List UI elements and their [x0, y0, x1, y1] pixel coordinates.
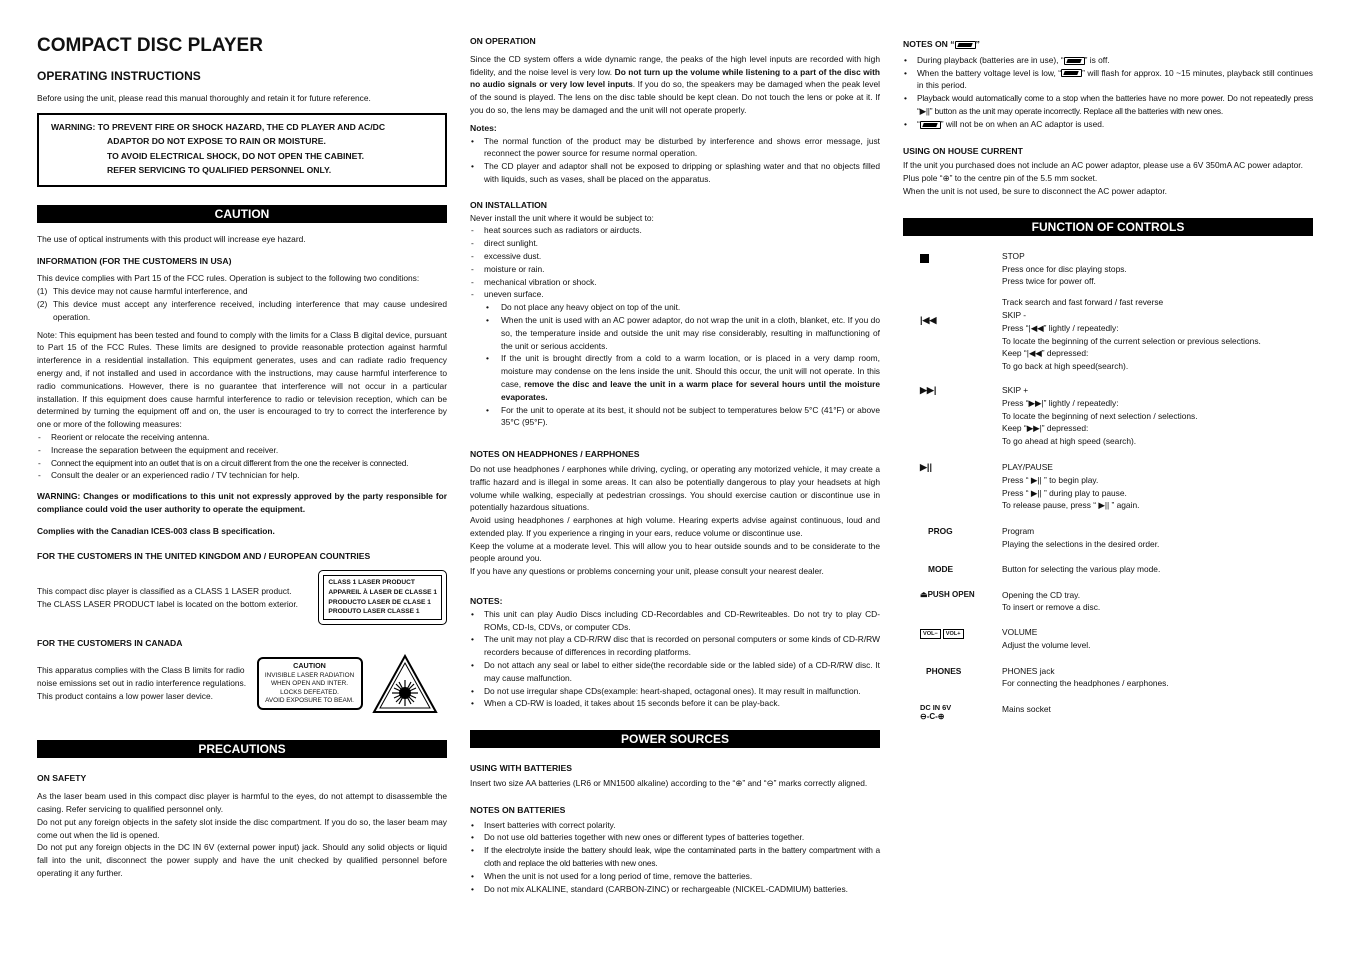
- control-volume: [903, 626, 1313, 652]
- control-desc: Press “|◀◀” lightly / repeatedly:: [1002, 322, 1119, 333]
- control-desc: To locate the beginning of the current selection or previous selections.: [1002, 335, 1261, 346]
- control-prog: [903, 525, 1313, 551]
- house-current-text: When the unit is not used, be sure to disconnect the AC power adaptor.: [903, 185, 1167, 196]
- list-item: (2) This device must accept any interference received, including interference that may cause undesired operation.: [37, 298, 447, 322]
- info-heading: INFORMATION (FOR THE CUSTOMERS IN USA): [37, 255, 232, 266]
- battery-indicator-icon: [955, 41, 976, 49]
- play-pause-icon: ▶||: [1028, 474, 1044, 485]
- minus-polarity-icon: ⊖: [766, 778, 774, 789]
- control-desc: Adjust the volume level.: [1002, 639, 1091, 650]
- operation-heading: ON OPERATION: [470, 36, 536, 46]
- battery-indicator-icon: [1064, 57, 1085, 65]
- list-item: • Insert batteries with correct polarity.: [470, 819, 880, 832]
- control-desc: Track search and fast forward / fast reverse: [1002, 297, 1164, 308]
- warning-line: REFER SERVICING TO QUALIFIED PERSONNEL ONLY.: [107, 165, 332, 176]
- control-stop: [903, 250, 1313, 309]
- play-pause-icon: ▶||: [919, 105, 930, 116]
- dc-in-label: DC IN 6V: [920, 703, 952, 713]
- caution-label-line: INVISIBLE LASER RADIATION: [264, 671, 355, 679]
- laser-label-line: CLASS 1 LASER PRODUCT: [328, 579, 415, 587]
- safety-heading: ON SAFETY: [37, 772, 87, 783]
- control-desc: To go ahead at high speed (search).: [1002, 436, 1137, 447]
- warning-modifications: WARNING: Changes or modifications to this unit not expressly approved by the party responsible for compliance could void the user authority to operate the equipment.: [37, 491, 447, 514]
- list-item: • The unit may not play a CD-R/RW disc that is recorded on personal computers or some kinds of CD-R/RW recorders because of differences in recording platforms.: [470, 633, 880, 659]
- list-item: - moisture or rain.: [470, 263, 880, 276]
- list-item: • “ ” will not be on when an AC adaptor is used.: [903, 118, 1313, 131]
- precautions-bar: PRECAUTIONS: [37, 740, 447, 758]
- caution-text: The use of optical instruments with this product will increase eye hazard.: [37, 233, 306, 244]
- column-right: [903, 30, 1313, 721]
- list-item: • The CD player and adaptor shall not be exposed to dripping or splashing water and that no objects filled with liquids, such as vases, shall be placed on the apparatus.: [470, 160, 880, 186]
- control-label: STOP: [1002, 250, 1025, 261]
- list-item: • When the battery voltage level is low, “ ” will flash for approx. 10 ~15 minutes, playback still continues in this period.: [903, 67, 1313, 93]
- column-middle: [470, 30, 880, 895]
- list-item: • Do not attach any seal or label to either side(the recordable side or the labled side) of a CD-R/RW disc. It may cause malfunction.: [470, 659, 880, 685]
- notes-batteries-heading: NOTES ON BATTERIES: [470, 804, 566, 815]
- skip-back-icon: |◀◀: [1028, 322, 1044, 333]
- control-label: Opening the CD tray.: [1002, 589, 1081, 600]
- control-desc: For connecting the headphones / earphones.: [1002, 678, 1169, 689]
- control-push-open: [903, 589, 1313, 615]
- skip-forward-icon: ▶▶|: [1028, 397, 1044, 408]
- list-item: • When a CD-RW is loaded, it takes about 15 seconds before it can be play-back.: [470, 697, 880, 710]
- headphones-text: If you have any questions or problems concerning your unit, please consult your nearest dealer.: [470, 566, 824, 577]
- operation-text: Since the CD system offers a wide dynamic range, the peaks of the high level inputs are recorded with high fidelity, and the noise level is very low. Do not turn up the volume while listening to a part of the disc with no audio signals or very low level inputs. If you do so, the speakers may be damaged when the peak level of the sound is played. The lens on the disc table should be kept clean. Do not touch the lens or poke at it. If you do so, the lens may be damaged and the unit will not operate properly.: [470, 53, 880, 115]
- mode-label: MODE: [928, 563, 954, 574]
- list-item: • Playback would automatically come to a stop when the batteries have no more power. Do not repeatedly press “▶||” button as the unit may operate incorrectly. Replace all the batteries with new ones.: [903, 92, 1313, 118]
- control-desc: To release pause, press “ ▶|| ” again.: [1002, 500, 1140, 511]
- control-play-pause: [903, 461, 1313, 512]
- control-label: SKIP -: [1002, 309, 1027, 320]
- control-label: SKIP +: [1002, 384, 1029, 395]
- house-current-text: If the unit you purchased does not include an AC power adaptor, please use a 6V 350mA AC power adaptor. Plus pole “⊕” to the centre pin of the 5.5 mm socket.: [903, 160, 1303, 184]
- plus-polarity-icon: ⊕: [735, 778, 743, 789]
- skip-forward-icon: ▶▶|: [1026, 423, 1042, 434]
- list-item: • If the electrolyte inside the battery should leak, wipe the contaminated parts in the battery compartment with a cloth and replace the old batteries with new ones.: [470, 844, 880, 870]
- class1-laser-label: [318, 570, 447, 624]
- control-mode: [903, 563, 1313, 576]
- canada-heading: FOR THE CUSTOMERS IN CANADA: [37, 637, 183, 648]
- house-current-heading: USING ON HOUSE CURRENT: [903, 145, 1023, 156]
- installation-sublist: [470, 301, 880, 429]
- notes-on-battery-heading: NOTES ON “ ”: [903, 39, 980, 49]
- caution-bar: CAUTION: [37, 205, 447, 223]
- list-item: • For the unit to operate at its best, it should not be subject to temperatures below 5°C (41°F) or above 35°C (95°F).: [470, 404, 880, 430]
- stop-icon: [920, 254, 929, 263]
- control-label: Program: [1002, 526, 1035, 537]
- batteries-heading: USING WITH BATTERIES: [470, 763, 573, 774]
- list-item: • Do not use irregular shape CDs(example: heart-shaped, octagonal ones). It may result in malfunction.: [470, 685, 880, 698]
- page-title: COMPACT DISC PLAYER: [37, 35, 263, 56]
- control-skip-plus: [903, 384, 1313, 448]
- warning-line: TO AVOID ELECTRICAL SHOCK, DO NOT OPEN THE CABINET.: [107, 150, 365, 161]
- headphones-text: Avoid using headphones / earphones at high volume. Hearing experts advise against continuous, loud and extended play. If you experience a ringing in your ears, reduce volume or discontinue use.: [470, 515, 880, 538]
- canada-text: This product contains a low power laser device.: [37, 690, 213, 701]
- measures-list: [37, 431, 447, 482]
- control-label: PHONES jack: [1002, 665, 1055, 676]
- caution-label-line: WHEN OPEN AND INTER.: [270, 680, 349, 688]
- list-item: - excessive dust.: [470, 250, 880, 263]
- list-item: - uneven surface.: [470, 288, 880, 301]
- list-item: • This unit can play Audio Discs including CD-Recordables and CD-Rewriteables. Do not try to play CD-ROMs, CD-Is, CDVs, or computer CDs.: [470, 608, 880, 634]
- function-controls-bar: FUNCTION OF CONTROLS: [903, 218, 1313, 236]
- uk-text: The CLASS LASER PRODUCT label is located on the bottom exterior.: [37, 598, 298, 609]
- headphones-heading: NOTES ON HEADPHONES / EARPHONES: [470, 449, 640, 460]
- power-sources-bar: POWER SOURCES: [470, 730, 880, 748]
- control-desc: Press once for disc playing stops.: [1002, 263, 1127, 274]
- control-dc-in: [903, 703, 1313, 721]
- uk-heading: FOR THE CUSTOMERS IN THE UNITED KINGDOM AND / EUROPEAN COUNTRIES: [37, 550, 371, 561]
- list-item: • Do not place any heavy object on top of the unit.: [470, 301, 880, 314]
- list-item: • Do not mix ALKALINE, standard (CARBON-ZINC) or rechargeable (NICKEL-CADMIUM) batteries.: [470, 883, 880, 896]
- list-item: • When the unit is used with an AC power adaptor, do not wrap the unit in a cloth, blanket, etc. If you do so, the temperature inside and outside the unit may rise considerably, resulting in malfunctioning of the unit or serious accidents.: [470, 314, 880, 352]
- notes-list: [470, 135, 880, 186]
- skip-back-icon: |◀◀: [1026, 348, 1042, 359]
- control-skip-minus: [903, 309, 1313, 373]
- laser-caution-label: [257, 657, 363, 709]
- fcc-note: Note: This equipment has been tested and found to comply with the limits for a Class B digital device, pursuant to Part 15 of the FCC Rules. These limits are designed to provide reasonable protection against harmful interference in a residential installation. This equipment generates, uses and can radiate radio frequency energy and, if not installed and used in accordance with the instructions, may cause harmful interference to radio communications. However, there is no guarantee that interference will not occur in a particular installation. If this equipment does cause harmful interference to radio or television reception, which can be determined by turning the equipment off and on, the user is encouraged to try to correct the interference by one or more of the following measures:: [37, 329, 447, 430]
- caution-label-title: CAUTION: [293, 661, 326, 671]
- control-desc: Press “ ▶|| ” during play to pause.: [1002, 487, 1127, 498]
- uk-text: This compact disc player is classified as a CLASS 1 LASER product.: [37, 585, 292, 596]
- volume-down-icon: VOL−: [920, 629, 941, 639]
- control-desc: Keep “|◀◀” depressed:: [1002, 348, 1089, 359]
- control-phones: [903, 665, 1313, 691]
- laser-hazard-icon: [372, 654, 438, 714]
- notes2-heading: NOTES:: [470, 596, 503, 607]
- battery-indicator-icon: [1061, 69, 1082, 77]
- control-label: PLAY/PAUSE: [1002, 461, 1053, 472]
- control-desc: Playing the selections in the desired order.: [1002, 538, 1160, 549]
- list-item: • When the unit is not used for a long period of time, remove the batteries.: [470, 870, 880, 883]
- list-item: - Increase the separation between the equipment and receiver.: [37, 444, 447, 457]
- safety-text: Do not put any foreign objects in the safety slot inside the disc compartment. If you do so, the laser beam may come out when the lid is opened.: [37, 816, 447, 840]
- eject-icon: ⏏: [920, 589, 928, 599]
- notes-heading: Notes:: [470, 122, 497, 133]
- warning-line: WARNING: TO PREVENT FIRE OR SHOCK HAZARD, THE CD PLAYER AND AC/DC: [51, 121, 386, 132]
- plus-polarity-icon: ⊕: [942, 173, 950, 184]
- warning-box: [37, 113, 447, 187]
- installation-text: Never install the unit where it would be subject to:: [470, 212, 654, 223]
- phones-label: PHONES: [926, 665, 962, 676]
- list-item: • The normal function of the product may be disturbed by interference and shows error message, just reconnect the power source for resume normal operation.: [470, 135, 880, 161]
- installation-heading: ON INSTALLATION: [470, 199, 548, 210]
- list-item: - heat sources such as radiators or airducts.: [470, 224, 880, 237]
- control-label: VOLUME: [1002, 627, 1038, 638]
- column-left: [37, 30, 447, 880]
- volume-up-icon: VOL+: [943, 629, 964, 639]
- laser-label-line: PRODUCTO LASER DE CLASE 1: [328, 598, 431, 606]
- installation-list: [470, 224, 880, 301]
- notes-batteries-list: [470, 819, 880, 896]
- notes2-list: [470, 608, 880, 710]
- play-pause-icon: ▶||: [1028, 487, 1044, 498]
- prog-label: PROG: [928, 526, 953, 537]
- control-desc: To go back at high speed(search).: [1002, 361, 1129, 372]
- control-desc: Press “▶▶|” lightly / repeatedly:: [1002, 397, 1119, 408]
- play-pause-icon: ▶||: [920, 461, 932, 472]
- safety-text: Do not put any foreign objects in the DC IN 6V (external power input) jack. Should any solid objects or liquid fall into the unit, disconnect the power supply and have the unit checked by qualified personnel before operating it any further.: [37, 842, 447, 879]
- list-item: • If the unit is brought directly from a cold to a warm location, or is placed in a very damp room, moisture may condense on the lens inside the unit. Should this occur, the unit will not operate. In this case, remove the disc and leave the unit in a warm place for several hours until the moisture evaporates.: [470, 352, 880, 403]
- list-item: • Do not use old batteries together with new ones or different types of batteries together.: [470, 831, 880, 844]
- caution-label-line: LOCKS DEFEATED.: [280, 688, 339, 696]
- list-item: - Connect the equipment into an outlet that is on a circuit different from the one the receiver is connected.: [37, 457, 447, 470]
- section-subtitle: OPERATING INSTRUCTIONS: [37, 69, 201, 83]
- list-item: - Consult the dealer or an experienced radio / TV technician for help.: [37, 469, 447, 482]
- skip-forward-icon: ▶▶|: [920, 384, 937, 395]
- caution-label-line: AVOID EXPOSURE TO BEAM.: [265, 697, 354, 705]
- list-item: - mechanical vibration or shock.: [470, 276, 880, 289]
- info-text: This device complies with Part 15 of the FCC rules. Operation is subject to the following two conditions:: [37, 273, 420, 284]
- canada-text: This apparatus complies with the Class B limits for radio noise emissions set out in radio interference regulations.: [37, 665, 247, 689]
- control-desc: Press “ ▶|| ” to begin play.: [1002, 474, 1099, 485]
- control-desc: Press twice for power off.: [1002, 276, 1096, 287]
- control-desc: To insert or remove a disc.: [1002, 602, 1101, 613]
- list-item: • During playback (batteries are in use), “ ” is off.: [903, 54, 1313, 67]
- laser-label-line: APPAREIL À LASER DE CLASSE 1: [328, 588, 437, 596]
- skip-back-icon: |◀◀: [920, 314, 937, 325]
- headphones-text: Do not use headphones / earphones while driving, cycling, or operating any motorized vehicle, it may create a traffic hazard and is illegal in some areas. It can also be potentially dangerous to play your headsets at high volume while walking, especially at pedestrian crossings. You should exercise caution or discontinue use in potentially hazardous situations.: [470, 463, 880, 513]
- info-list: [37, 285, 447, 323]
- safety-text: As the laser beam used in this compact disc player is harmful to the eyes, do not attempt to disassemble the casing. Refer servicing to qualified personnel only.: [37, 791, 447, 815]
- laser-label-line: PRODUTO LASER CLASSE 1: [328, 608, 420, 616]
- warning-line: ADAPTOR DO NOT EXPOSE TO RAIN OR MOISTURE.: [107, 136, 326, 147]
- control-desc: Keep “▶▶|” depressed:: [1002, 423, 1089, 434]
- intro-text: Before using the unit, please read this manual thoroughly and retain it for future reference.: [37, 93, 371, 103]
- notes-on-battery-list: [903, 54, 1313, 131]
- headphones-text: Keep the volume at a moderate level. This will allow you to hear outside sounds and to be considerate to the people around you.: [470, 540, 880, 564]
- control-label: Mains socket: [1002, 704, 1051, 715]
- list-item: - direct sunlight.: [470, 237, 880, 250]
- list-item: - Reorient or relocate the receiving antenna.: [37, 431, 447, 444]
- ices-compliance: Complies with the Canadian ICES-003 class B specification.: [37, 525, 275, 536]
- control-desc: To locate the beginning of next selection / selections.: [1002, 410, 1198, 421]
- push-open-label: PUSH OPEN: [927, 589, 975, 599]
- battery-indicator-icon: [920, 121, 941, 129]
- dc-polarity-icon: ⊖-C-⊕: [920, 712, 945, 722]
- play-pause-icon: ▶||: [1096, 500, 1112, 511]
- control-desc: Button for selecting the various play mode.: [1002, 563, 1161, 574]
- batteries-text: Insert two size AA batteries (LR6 or MN1500 alkaline) according to the “⊕” and “⊖” marks correctly aligned.: [470, 778, 868, 789]
- list-item: (1) This device may not cause harmful interference, and: [37, 286, 248, 297]
